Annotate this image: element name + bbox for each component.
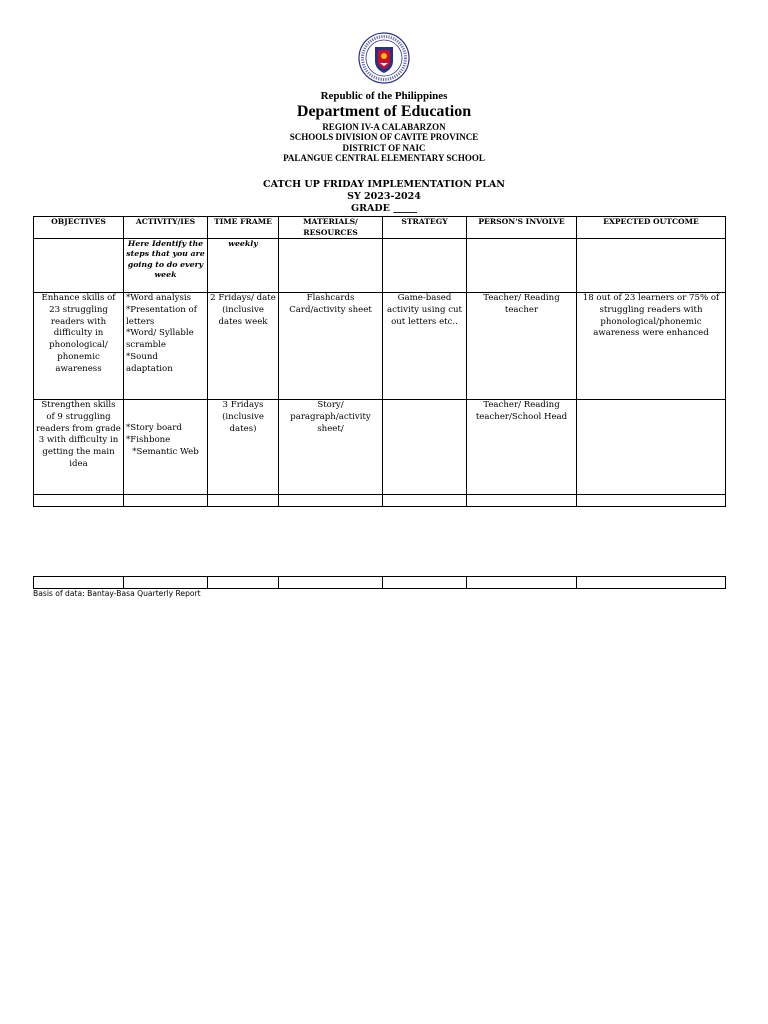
activity-cell [124,293,208,400]
table-cell [208,495,279,507]
table-cell [383,577,467,589]
region-line: REGION IV-A CALABARZON [322,122,446,132]
time-frame-cell: 2 Fridays/ date (inclusive dates week [208,293,279,400]
table-cell [34,495,124,507]
activity-hint: Here Identify the steps that you are going to do every week [124,239,208,293]
time-frame-cell: 3 Fridays (inclusive dates) [208,400,279,495]
table-cell [577,577,726,589]
table-cell [124,495,208,507]
table-cell [208,577,279,589]
table-row [34,293,726,400]
column-header: EXPECTED OUTCOME [577,217,726,239]
activity-item: *Semantic Web [132,446,199,457]
activity-item: *Story board [126,423,182,433]
activity-cell [124,400,208,495]
materials-cell: Flashcards Card/activity sheet [279,293,383,400]
division-line: SCHOOLS DIVISION OF CAVITE PROVINCE [289,132,479,142]
persons-cell: Teacher/ Reading teacher [467,293,577,400]
column-header: PERSON'S INVOLVE [467,217,577,239]
continuation-table [33,576,726,589]
department-title: Department of Education [296,103,472,120]
table-cell [383,495,467,507]
persons-cell: Teacher/ Reading teacher/School Head [467,400,577,495]
table-cell [124,577,208,589]
objective-cell: Enhance skills of 23 struggling readers with difficulty in phonological/ phonemic awareness [34,293,124,400]
guide-row [34,239,726,293]
implementation-plan-table [33,216,726,507]
table-cell [467,495,577,507]
table-cell [577,495,726,507]
table-cell [383,239,467,293]
table-cell [279,577,383,589]
table-row [34,495,726,507]
activity-item: *Word analysis [126,293,192,303]
outcome-cell [577,400,726,495]
table-cell [577,239,726,293]
activity-item: *Sound adaptation [126,351,173,374]
table-header-row [34,217,726,239]
plan-title: CATCH UP FRIDAY IMPLEMENTATION PLAN [263,179,505,190]
column-header: MATERIALS/ RESOURCES [279,217,383,239]
deped-seal-logo [358,32,410,84]
activity-item: *Fishbone [126,434,171,445]
column-header: STRATEGY [383,217,467,239]
table-cell [279,239,383,293]
republic-heading: Republic of the Philippines [320,90,448,102]
time-frame-hint: weekly [208,239,279,293]
school-year: SY 2023-2024 [347,191,421,202]
table-cell [34,577,124,589]
table-cell [279,495,383,507]
table-row [34,400,726,495]
column-header: ACTIVITY/IES [124,217,208,239]
grade-line: GRADE _____ [351,203,417,214]
school-line: PALANGUE CENTRAL ELEMENTARY SCHOOL [283,153,485,163]
materials-cell: Story/ paragraph/activity sheet/ [279,400,383,495]
table-cell [467,577,577,589]
objective-cell: Strengthen skills of 9 struggling readers from grade 3 with difficulty in getting the main idea [34,400,124,495]
table-cell [467,239,577,293]
district-line: DISTRICT OF NAIC [342,143,426,153]
column-header: OBJECTIVES [34,217,124,239]
basis-of-data-note: Basis of data: Bantay-Basa Quarterly Report [33,589,201,598]
column-header: TIME FRAME [208,217,279,239]
outcome-cell: 18 out of 23 learners or 75% of struggling readers with phonological/phonemic awareness were enhanced [577,293,726,400]
activity-item: *Presentation of letters [126,304,197,327]
strategy-cell: Game-based activity using cut out letters etc.. [383,293,467,400]
table-row [34,577,726,589]
activity-item: *Word/ Syllable scramble [126,328,194,351]
table-cell [34,239,124,293]
strategy-cell [383,400,467,495]
